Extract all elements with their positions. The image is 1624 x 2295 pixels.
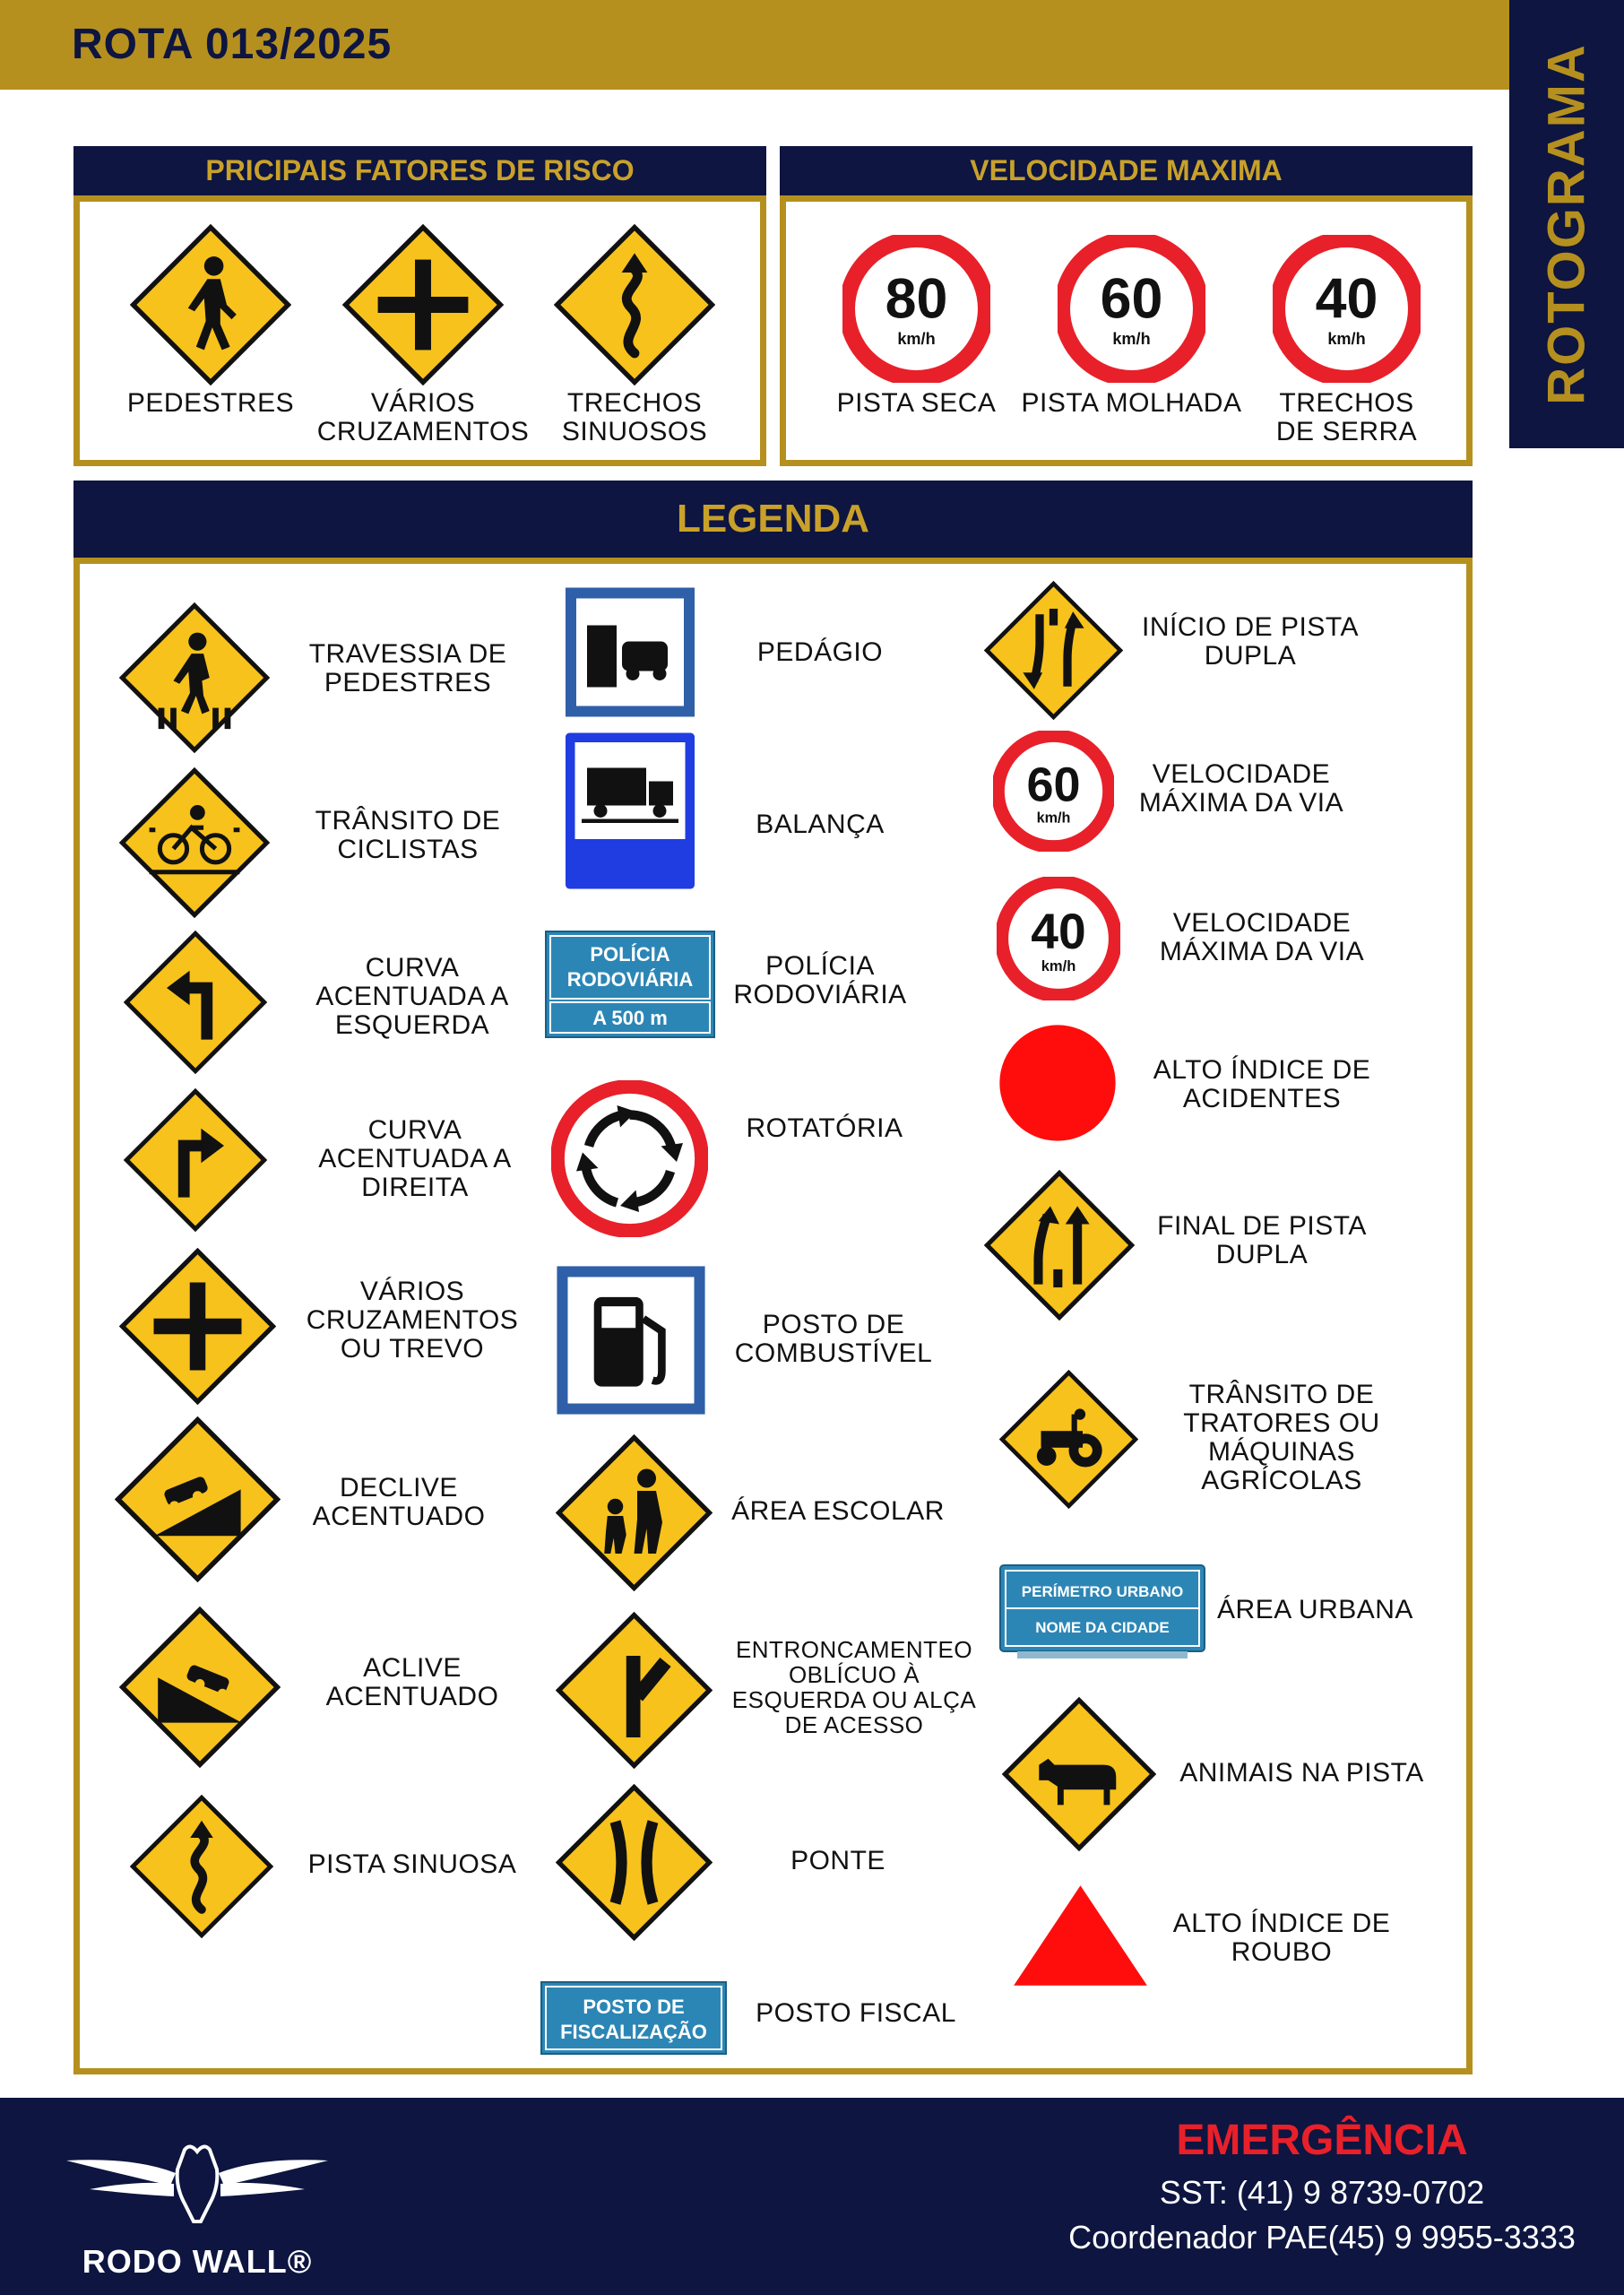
steep-descent-sign-icon — [115, 1416, 281, 1582]
header-bar — [0, 0, 1515, 90]
svg-text:40: 40 — [1031, 904, 1086, 960]
svg-text:60: 60 — [1100, 267, 1163, 331]
legend-label: CURVA ACENTUADA A DIREITA — [318, 1115, 512, 1202]
dual-road-start-sign-icon — [984, 581, 1123, 720]
animals-sign-icon — [1002, 1697, 1156, 1851]
svg-text:A 500 m: A 500 m — [592, 1007, 668, 1029]
winding-road-sign-icon — [130, 1795, 273, 1938]
svg-text:POSTO DE: POSTO DE — [583, 1996, 685, 2018]
svg-text:PERÍMETRO URBANO: PERÍMETRO URBANO — [1021, 1583, 1184, 1600]
fuel-station-sign-icon — [554, 1260, 708, 1421]
legend-label: VELOCIDADE MÁXIMA DA VIA — [1138, 759, 1344, 818]
svg-text:POLÍCIA: POLÍCIA — [590, 943, 670, 966]
red-circle-icon — [998, 1024, 1117, 1142]
brand-name: RODO WALL® — [82, 2243, 313, 2280]
legend-label: CURVA ACENTUADA A ESQUERDA — [315, 953, 509, 1040]
legend-label: INÍCIO DE PISTA DUPLA — [1142, 612, 1359, 671]
speed-panel-title: VELOCIDADE MAXIMA — [780, 146, 1473, 195]
legend-label: ALTO ÍNDICE DE ACIDENTES — [1153, 1055, 1371, 1113]
highway-police-sign-icon — [545, 931, 715, 1038]
risk-label-winding: TRECHOS SINUOSOS — [561, 388, 708, 446]
risk-label-crossroads: VÁRIOS CRUZAMENTOS — [316, 388, 530, 446]
speed-label-wet: PISTA MOLHADA — [1021, 388, 1242, 418]
legend-label: PISTA SINUOSA — [307, 1849, 517, 1879]
svg-text:60: 60 — [1026, 758, 1081, 812]
speed-label-dry: PISTA SECA — [836, 388, 997, 418]
legend-label: TRÂNSITO DE CICLISTAS — [315, 806, 501, 864]
red-triangle-icon — [1011, 1883, 1150, 1988]
svg-text:40: 40 — [1315, 267, 1378, 331]
risk-panel-title: PRICIPAIS FATORES DE RISCO — [73, 146, 766, 195]
phone-sst: SST: (41) 9 8739-0702 — [1159, 2174, 1485, 2211]
weigh-station-sign-icon — [563, 728, 697, 894]
svg-text:km/h: km/h — [897, 330, 936, 349]
crossroads-sign-icon — [342, 224, 504, 385]
svg-text:NOME DA CIDADE: NOME DA CIDADE — [1035, 1619, 1170, 1636]
legend-label: POLÍCIA RODOVIÁRIA — [733, 951, 907, 1009]
svg-text:80: 80 — [885, 267, 948, 331]
legend-label: ROTATÓRIA — [746, 1113, 903, 1143]
svg-text:km/h: km/h — [1327, 330, 1366, 349]
winding-road-sign-icon — [554, 224, 715, 385]
pedestrian-sign-icon — [130, 224, 291, 385]
route-title: ROTA 013/2025 — [72, 21, 393, 68]
roundabout-sign-icon — [551, 1080, 708, 1237]
svg-text:km/h: km/h — [1041, 957, 1076, 974]
legend-label: PEDÁGIO — [756, 637, 884, 667]
svg-text:km/h: km/h — [1112, 330, 1151, 349]
school-zone-sign-icon — [556, 1434, 713, 1591]
crossroads-sign-icon — [119, 1248, 276, 1405]
svg-text:RODOVIÁRIA: RODOVIÁRIA — [566, 968, 694, 991]
speed-limit-60-icon — [993, 731, 1114, 852]
legend-label: TRAVESSIA DE PEDESTRES — [308, 639, 507, 697]
speed-label-mountain: TRECHOS DE SERRA — [1275, 388, 1418, 446]
bridge-sign-icon — [556, 1784, 713, 1941]
cyclist-sign-icon — [119, 767, 270, 918]
urban-area-sign-icon — [999, 1564, 1205, 1658]
side-tab — [1509, 0, 1624, 448]
legend-label: ENTRONCAMENTEO OBLÍCUO À ESQUERDA OU ALÇA DE ACESSO — [731, 1636, 977, 1738]
legend-title: LEGENDA — [73, 481, 1473, 558]
speed-limit-40-icon — [997, 877, 1120, 1000]
legend-label: ALTO ÍNDICE DE ROUBO — [1172, 1909, 1391, 1967]
legend-label: ACLIVE ACENTUADO — [325, 1653, 499, 1711]
legend-label: POSTO DE COMBUSTÍVEL — [734, 1310, 933, 1368]
emergency-title: EMERGÊNCIA — [1176, 2117, 1468, 2164]
phone-pae: Coordenador PAE(45) 9 9955-3333 — [1068, 2219, 1576, 2256]
legend-label: TRÂNSITO DE TRATORES OU MÁQUINAS AGRÍCOLAS — [1183, 1380, 1380, 1495]
dual-road-end-sign-icon — [984, 1170, 1135, 1321]
svg-text:km/h: km/h — [1036, 810, 1071, 827]
toll-sign-icon — [563, 583, 697, 722]
sharp-right-curve-sign-icon — [124, 1088, 267, 1232]
speed-limit-60-icon — [1058, 235, 1205, 383]
legend-label: VELOCIDADE MÁXIMA DA VIA — [1159, 908, 1365, 966]
tractor-sign-icon — [999, 1370, 1138, 1509]
pedestrian-crossing-sign-icon — [119, 602, 270, 753]
legend-label: ÁREA ESCOLAR — [731, 1496, 945, 1526]
sharp-left-curve-sign-icon — [124, 931, 267, 1074]
legend-label: ANIMAIS NA PISTA — [1179, 1758, 1424, 1788]
speed-limit-40-icon — [1273, 235, 1421, 383]
tax-checkpoint-sign-icon — [540, 1981, 727, 2055]
winged-horse-logo-icon — [63, 2134, 332, 2241]
speed-limit-80-icon — [842, 235, 990, 383]
risk-label-pedestrians: PEDESTRES — [126, 388, 295, 418]
side-tab-label: ROTOGRAMA — [1537, 43, 1596, 405]
steep-ascent-sign-icon — [119, 1606, 281, 1768]
legend-label: FINAL DE PISTA DUPLA — [1157, 1211, 1367, 1269]
legend-label: POSTO FISCAL — [756, 1998, 956, 2028]
legend-label: DECLIVE ACENTUADO — [312, 1473, 486, 1531]
oblique-junction-sign-icon — [556, 1612, 713, 1769]
brand-logo — [63, 2134, 332, 2286]
legend-label: ÁREA URBANA — [1217, 1595, 1413, 1624]
legend-label: BALANÇA — [756, 810, 885, 839]
legend-label: VÁRIOS CRUZAMENTOS OU TREVO — [306, 1277, 519, 1364]
legend-label: PONTE — [790, 1846, 885, 1875]
svg-text:FISCALIZAÇÃO: FISCALIZAÇÃO — [560, 2021, 707, 2043]
